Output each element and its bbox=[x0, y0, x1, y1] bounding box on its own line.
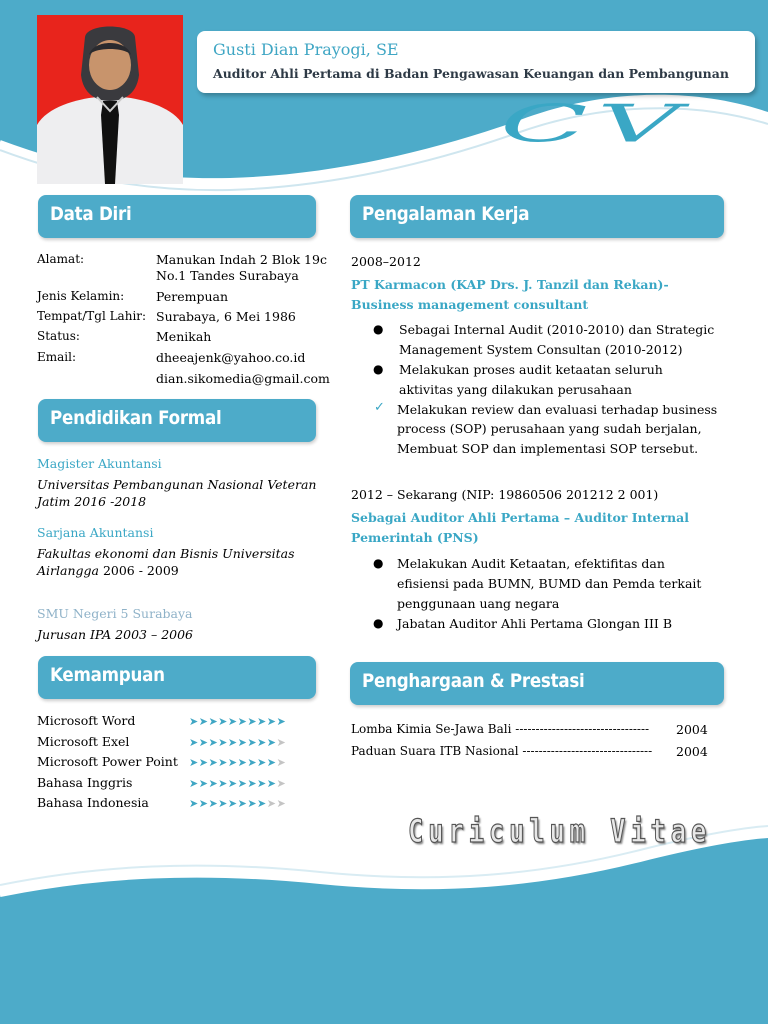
arrow-icon: ➤ bbox=[218, 777, 228, 790]
arrow-icon: ➤ bbox=[266, 756, 277, 769]
section-title: Pengalaman Kerja bbox=[362, 203, 530, 225]
bullet-icon: ● bbox=[373, 556, 384, 570]
arrow-icon: ➤ bbox=[276, 777, 287, 790]
arrow-icon: ➤ bbox=[237, 797, 248, 810]
arrow-icon: ➤ bbox=[198, 736, 209, 749]
arrow-icon: ➤ bbox=[257, 715, 267, 728]
section-title: Data Diri bbox=[50, 203, 132, 225]
email-1: dheeajenk@yahoo.co.id bbox=[156, 350, 306, 365]
section-header-data-diri bbox=[38, 195, 316, 238]
section-header-kemampuan bbox=[38, 656, 316, 699]
profile-photo bbox=[37, 15, 183, 184]
job2-bullet1-line3: penggunaan uang negara bbox=[397, 596, 560, 611]
alamat-line2: No.1 Tandes Surabaya bbox=[156, 268, 299, 283]
arrow-icon: ➤ bbox=[257, 797, 267, 810]
skill-level-indicator bbox=[189, 756, 286, 769]
skill-level-indicator bbox=[189, 715, 286, 728]
section-header-pendidikan bbox=[38, 399, 316, 442]
skill-name: Microsoft Word bbox=[37, 713, 136, 728]
arrow-icon: ➤ bbox=[189, 715, 199, 728]
email-label: Email: bbox=[37, 350, 77, 364]
arrow-icon: ➤ bbox=[227, 736, 238, 749]
arrow-icon: ➤ bbox=[208, 777, 219, 790]
award-2-year: 2004 bbox=[676, 744, 708, 759]
edu-s2-line2: Jatim 2016 -2018 bbox=[37, 494, 147, 509]
arrow-icon: ➤ bbox=[266, 736, 277, 749]
arrow-icon: ➤ bbox=[257, 756, 267, 769]
bullet-icon: ● bbox=[373, 322, 384, 336]
job2-title-line2: Pemerintah (PNS) bbox=[351, 530, 479, 545]
job2-bullet2: Jabatan Auditor Ahli Pertama Glongan III B bbox=[397, 616, 673, 631]
job1-bullet3-line1: Melakukan review dan evaluasi terhadap business bbox=[397, 402, 718, 417]
job1-bullet2-line2: aktivitas yang dilakukan perusahaan bbox=[399, 382, 632, 397]
arrow-icon: ➤ bbox=[218, 797, 228, 810]
award-1-dots: --------------------------------- bbox=[515, 722, 650, 736]
arrow-icon: ➤ bbox=[189, 756, 199, 769]
section-title: Kemampuan bbox=[50, 664, 165, 686]
arrow-icon: ➤ bbox=[189, 736, 199, 749]
arrow-icon: ➤ bbox=[218, 756, 228, 769]
job1-bullet2-line1: Melakukan proses audit ketaatan seluruh bbox=[399, 362, 663, 377]
arrow-icon: ➤ bbox=[247, 797, 258, 810]
alamat-line1: Manukan Indah 2 Blok 19c bbox=[156, 252, 327, 267]
award-2-name: Paduan Suara ITB Nasional bbox=[351, 744, 519, 758]
ttl-value: Surabaya, 6 Mei 1986 bbox=[156, 309, 296, 324]
edu-smu-line: Jurusan IPA 2003 – 2006 bbox=[37, 627, 193, 642]
name-box bbox=[197, 31, 755, 93]
arrow-icon: ➤ bbox=[276, 715, 287, 728]
edu-s2-title: Magister Akuntansi bbox=[37, 456, 162, 471]
arrow-icon: ➤ bbox=[218, 736, 228, 749]
arrow-icon: ➤ bbox=[266, 715, 277, 728]
arrow-icon: ➤ bbox=[237, 756, 248, 769]
full-name: Gusti Dian Prayogi, SE bbox=[213, 40, 399, 59]
job2-bullet1-line1: Melakukan Audit Ketaatan, efektifitas dan bbox=[397, 556, 665, 571]
job2-bullet1-line2: efisiensi pada BUMN, BUMD dan Pemda terkait bbox=[397, 576, 702, 591]
arrow-icon: ➤ bbox=[257, 777, 267, 790]
alamat-label: Alamat: bbox=[37, 252, 85, 266]
edu-s2-line1: Universitas Pembangunan Nasional Veteran bbox=[37, 477, 317, 492]
skill-name: Microsoft Exel bbox=[37, 734, 130, 749]
award-1 bbox=[351, 722, 649, 738]
job1-bullet1-line2: Management System Consultan (2010-2012) bbox=[399, 342, 683, 357]
skill-level-indicator bbox=[189, 736, 286, 749]
job2-title-line1: Sebagai Auditor Ahli Pertama – Auditor Internal bbox=[351, 510, 689, 525]
job1-bullet3-line2: process (SOP) perusahaan yang sudah berjalan, bbox=[397, 421, 702, 436]
arrow-icon: ➤ bbox=[218, 715, 228, 728]
arrow-icon: ➤ bbox=[227, 756, 238, 769]
email-2: dian.sikomedia@gmail.com bbox=[156, 371, 330, 386]
status-label: Status: bbox=[37, 329, 80, 343]
job1-bullet1-line1: Sebagai Internal Audit (2010-2010) dan Strategic bbox=[399, 322, 715, 337]
award-1-name: Lomba Kimia Se-Jawa Bali bbox=[351, 722, 512, 736]
award-1-year: 2004 bbox=[676, 722, 708, 737]
edu-s1-years: 2006 - 2009 bbox=[98, 563, 179, 578]
arrow-icon: ➤ bbox=[276, 756, 287, 769]
arrow-icon: ➤ bbox=[247, 756, 258, 769]
section-title: Penghargaan & Prestasi bbox=[362, 670, 585, 692]
ttl-label: Tempat/Tgl Lahir: bbox=[37, 309, 147, 323]
job2-period: 2012 – Sekarang (NIP: 19860506 201212 2 001) bbox=[351, 487, 659, 502]
gender-value: Perempuan bbox=[156, 289, 229, 304]
arrow-icon: ➤ bbox=[237, 736, 248, 749]
section-header-penghargaan bbox=[350, 662, 724, 705]
bullet-icon: ● bbox=[373, 616, 384, 630]
skill-name: Bahasa Indonesia bbox=[37, 795, 149, 810]
arrow-icon: ➤ bbox=[276, 797, 287, 810]
skill-level-indicator bbox=[189, 797, 286, 810]
job1-title-line2: Business management consultant bbox=[351, 297, 589, 312]
arrow-icon: ➤ bbox=[247, 777, 258, 790]
skill-level-indicator bbox=[189, 777, 286, 790]
gender-label: Jenis Kelamin: bbox=[37, 289, 125, 303]
arrow-icon: ➤ bbox=[237, 715, 248, 728]
cv-mark: CV bbox=[500, 93, 690, 154]
arrow-icon: ➤ bbox=[257, 736, 267, 749]
arrow-icon: ➤ bbox=[266, 797, 277, 810]
arrow-icon: ➤ bbox=[198, 715, 209, 728]
check-icon: ✓ bbox=[374, 400, 385, 415]
arrow-icon: ➤ bbox=[247, 736, 258, 749]
arrow-icon: ➤ bbox=[208, 715, 219, 728]
job1-bullet3-line3: Membuat SOP dan implementasi SOP tersebut. bbox=[397, 441, 699, 456]
section-header-pengalaman bbox=[350, 195, 724, 238]
arrow-icon: ➤ bbox=[208, 797, 219, 810]
curiculum-vitae-title: Curiculum Vitae bbox=[408, 812, 712, 850]
job1-title-line1: PT Karmacon (KAP Drs. J. Tanzil dan Rekan)- bbox=[351, 277, 669, 292]
arrow-icon: ➤ bbox=[237, 777, 248, 790]
arrow-icon: ➤ bbox=[227, 777, 238, 790]
skill-name: Bahasa Inggris bbox=[37, 775, 133, 790]
arrow-icon: ➤ bbox=[198, 777, 209, 790]
award-2-dots: -------------------------------- bbox=[522, 744, 653, 758]
arrow-icon: ➤ bbox=[247, 715, 258, 728]
arrow-icon: ➤ bbox=[266, 777, 277, 790]
status-value: Menikah bbox=[156, 329, 212, 344]
edu-s1-line2 bbox=[37, 563, 179, 579]
arrow-icon: ➤ bbox=[189, 797, 199, 810]
skill-name: Microsoft Power Point bbox=[37, 754, 178, 769]
job-position: Auditor Ahli Pertama di Badan Pengawasan Keuangan dan Pembangunan bbox=[213, 66, 729, 81]
edu-s1-line1: Fakultas ekonomi dan Bisnis Universitas bbox=[37, 546, 295, 561]
job1-period: 2008–2012 bbox=[351, 254, 421, 269]
section-title: Pendidikan Formal bbox=[50, 407, 222, 429]
arrow-icon: ➤ bbox=[198, 756, 209, 769]
edu-s1-univ: Airlangga bbox=[37, 563, 99, 578]
arrow-icon: ➤ bbox=[276, 736, 287, 749]
arrow-icon: ➤ bbox=[208, 736, 219, 749]
arrow-icon: ➤ bbox=[227, 797, 238, 810]
edu-smu-title: SMU Negeri 5 Surabaya bbox=[37, 606, 193, 621]
bullet-icon: ● bbox=[373, 362, 384, 376]
arrow-icon: ➤ bbox=[198, 797, 209, 810]
arrow-icon: ➤ bbox=[208, 756, 219, 769]
award-2 bbox=[351, 744, 652, 760]
arrow-icon: ➤ bbox=[227, 715, 238, 728]
edu-s1-title: Sarjana Akuntansi bbox=[37, 525, 154, 540]
arrow-icon: ➤ bbox=[189, 777, 199, 790]
